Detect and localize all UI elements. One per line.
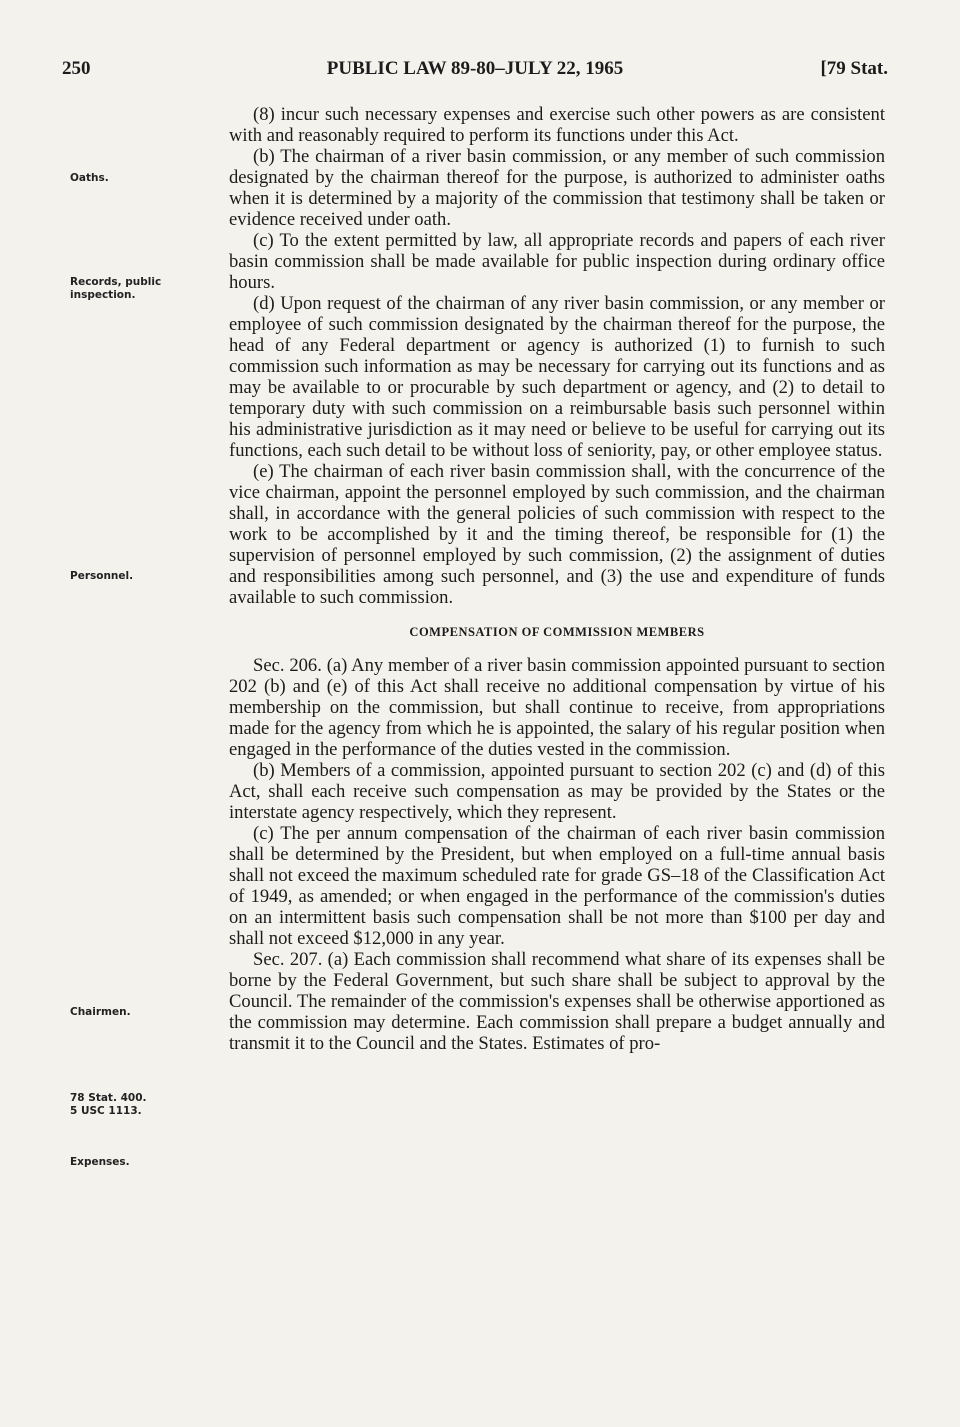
- paragraph-d: (d) Upon request of the chairman of any river basin commission, or any member or employee of such commission designated by the chairman thereof for the purpose, the head of any Federal department or agency is authorized (1) to furnish to such commission such information as may be necessary for carrying out its functions and as may be available to or procurable by such department or agency, and (2) to detail to temporary duty with such commission on a reimbursable basis such personnel within his administrative jurisdiction as it may need or believe to be useful for carrying out its functions, each such detail to be without loss of seniority, pay, or other employee status.: [229, 293, 885, 461]
- page-number: 250: [62, 58, 91, 79]
- paragraph-c: (c) To the extent permitted by law, all appropriate records and papers of each river basin commission shall be made available for public inspection during ordinary office hours.: [229, 230, 885, 293]
- statute-reference: [79 Stat.: [820, 58, 888, 79]
- section-206-b: (b) Members of a commission, appointed pursuant to section 202 (c) and (d) of this Act, shall each receive such compensation as may be provided by the States or the interstate agency respectively, which they represent.: [229, 760, 885, 823]
- margin-note-expenses: Expenses.: [70, 1156, 130, 1168]
- margin-note-oaths: Oaths.: [70, 172, 109, 184]
- margin-note-records: Records, public inspection.: [70, 276, 162, 301]
- page-header: [62, 58, 888, 88]
- body-text: [229, 104, 885, 1054]
- paragraph-8: (8) incur such necessary expenses and exercise such other powers as are consistent with and reasonably required to perform its functions under this Act.: [229, 104, 885, 146]
- section-206-a: Sec. 206. (a) Any member of a river basin commission appointed pursuant to section 202 (b) and (e) of this Act shall receive no additional compensation by virtue of his membership on the commission, but shall continue to receive, from appropriations made for the agency from which he is appointed, the salary of his regular position when engaged in the performance of the duties vested in the commission.: [229, 655, 885, 760]
- paragraph-b: (b) The chairman of a river basin commission, or any member of such commission designated by the chairman thereof for the purpose, is authorized to administer oaths when it is determined by a majority of the commission that testimony shall be taken or evidence received under oath.: [229, 146, 885, 230]
- paragraph-e: (e) The chairman of each river basin commission shall, with the concurrence of the vice chairman, appoint the personnel employed by such commission, and the chairman shall, in accordance with the general policies of such commission with respect to the work to be accomplished by it and the timing thereof, be responsible for (1) the supervision of personnel employed by such commission, (2) the assignment of duties and responsibilities among such personnel, and (3) the use and expenditure of funds available to such commission.: [229, 461, 885, 608]
- page-title: PUBLIC LAW 89-80–JULY 22, 1965: [326, 58, 624, 79]
- margin-note-personnel: Personnel.: [70, 570, 134, 582]
- section-206-c: (c) The per annum compensation of the chairman of each river basin commission shall be determined by the President, but when employed on a full-time annual basis shall not exceed the maximum scheduled rate for grade GS–18 of the Classification Act of 1949, as amended; or when engaged in the performance of the commission's duties on an intermittent basis such compensation shall be not more than $100 per day and shall not exceed $12,000 in any year.: [229, 823, 885, 949]
- section-heading: COMPENSATION OF COMMISSION MEMBERS: [409, 625, 705, 639]
- margin-note-statute-citation: 78 Stat. 400. 5 USC 1113.: [70, 1092, 147, 1117]
- margin-note-chairmen: Chairmen.: [70, 1006, 131, 1018]
- section-207-a: Sec. 207. (a) Each commission shall recommend what share of its expenses shall be borne by the Federal Government, but such share shall be subject to approval by the Council. The remainder of the commission's expenses shall be otherwise apportioned as the commission may determine. Each commission shall prepare a budget annually and transmit it to the Council and the States. Estimates of pro-: [229, 949, 885, 1054]
